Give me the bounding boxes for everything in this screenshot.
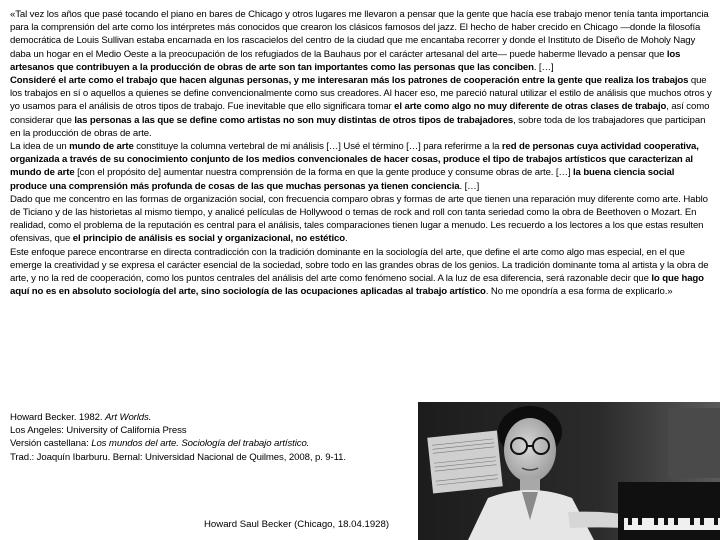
quote-paragraph [10, 140, 712, 193]
citation-author-year: Howard Becker. 1982. [10, 412, 105, 423]
quote-run: . […] [459, 180, 480, 192]
quote-run: . […] [533, 61, 554, 73]
quote-run: [con el propósito de] aumentar nuestra comprensión de la forma en que la gente produce y consume obras de arte. […] [74, 167, 574, 179]
quote-text [10, 8, 712, 298]
quote-run: Dado que me concentro en las formas de organización social, con frecuencia comparo obras y formas de arte que tienen una reparación muy diferente como arte. Hablo de Ticiano y de las historietas al mismo tiempo, y analicé películas de Hollywood o temas de rock and roll con tanta seriedad como la obra de Beethoven o Mozart. En realidad, como el problema de la reputación es central para el análisis, tales comparaciones tienen lugar a menudo. Les recuerdo a los lectores a los que estas resulten ofensivas, que [10, 193, 708, 245]
citation-translation-label: Versión castellana: [10, 438, 92, 450]
quote-run: . No me opondría a esa forma de explicarlo.» [485, 286, 673, 298]
quote-run: . [344, 233, 348, 245]
quote-emphasis: el tipo de trabajos artísticos que caracterizan al mundo de arte [10, 154, 693, 179]
quote-paragraph [10, 246, 712, 299]
quote-emphasis: el arte como algo no muy diferente de otras clases de trabajo [394, 101, 667, 113]
citation-line-publisher: Los Angeles: University of California Press [10, 425, 187, 437]
quote-paragraph [10, 193, 712, 246]
citation-original-title: Art Worlds. [104, 412, 152, 423]
citation-line-translator: Trad.: Joaquín Ibarburu. Bernal: Universidad Nacional de Quilmes, 2008, p. 9-11. [10, 451, 346, 463]
quote-run: , así como considerar que [10, 101, 710, 126]
quote-run: que los trabajos en sí o aquellos a quienes se define convencionalmente como sus creadores. Al hacer eso, me pareció natural utilizar el estilo de análisis que muchos otros y yo usamos para el análisis de otros tipos de trabajo. Fue inevitable que ello significara tomar [10, 75, 712, 113]
quote-emphasis: Consideré el arte como el trabajo que hacen algunas personas, y me interesaran más los patrones de cooperación entre la gente que realiza los trabajos [10, 75, 689, 87]
quote-run: , sobre toda de los trabajadores que participan en la producción de obras de arte. [10, 114, 706, 139]
citation-translation-title: Los mundos del arte. Sociología del trabajo artístico. [91, 438, 310, 450]
quote-emphasis: la buena ciencia social produce una comprensión más profunda de cosas de las que muchas personas ya tienen conciencia [10, 167, 675, 192]
quote-run: constituye la columna vertebral de mi análisis […] Usé el término […] para referirme a la [133, 141, 502, 153]
citation-line-translation [10, 437, 415, 450]
photo-portrait-image [418, 402, 720, 540]
quote-emphasis: lo que hago aquí no es en absoluto sociología del arte, sino sociología de las ocupaciones aplicadas al trabajo artístico [10, 273, 704, 298]
quote-emphasis: red de personas cuya actividad cooperativa, organizada a través de su conocimiento conjunto de los medios convencionales de hacer cosas, produce [10, 141, 699, 166]
quote-run: La idea de un [10, 141, 70, 153]
quote-emphasis: el principio de análisis es social y organizacional, no estético [72, 233, 345, 245]
quote-emphasis: los artesanos que contribuyen a la producción de obras de arte son tan importantes como las personas que las conciben [10, 48, 681, 73]
photo-caption: Howard Saul Becker (Chicago, 18.04.1928) [204, 519, 390, 530]
quote-paragraph [10, 74, 712, 140]
author-photo [418, 402, 720, 540]
quote-emphasis: mundo de arte [69, 141, 134, 153]
quote-run: «Tal vez los años que pasé tocando el piano en bares de Chicago y otros lugares me llevaron a pensar que la gente que hacía ese trabajo menor tenía tanta importancia para la comprensión del arte como los intérpretes más conocidos que crearon los clásicos famosos del jazz. El hecho de haber crecido en Chicago —donde la filosofía democrática de Louis Sullivan estaba encarnada en los rascacielos del centro de la ciudad que me encantaba recorrer y donde el Instituto de Diseño de Moholy Nagy daba un hogar en el Medio Oeste a la preocupación de los refugiados de la Bauhaus por el carácter artesanal del arte— puede haberme llevado a pensar que [10, 9, 709, 60]
quote-emphasis: las personas a las que se define como artistas no son muy distintas de otros tipos de trabajadores [74, 114, 514, 126]
quote-run: Este enfoque parece encontrarse en directa contradicción con la tradición dominante en la sociología del arte, que define el arte como algo mas especial, en el que emerge la creatividad y se expresa el carácter esencial de la sociedad, sobre todo en las grandes obras de los genios. La tradición dominante toma al artista y la obra de arte, y no la red de cooperación, como los puntos centrales del análisis del arte como fenómeno social. A la luz de esa diferencia, será razonable decir que [10, 246, 709, 285]
citation-line-author [10, 411, 415, 424]
bibliographic-citation [10, 411, 415, 464]
quote-paragraph [10, 8, 712, 74]
